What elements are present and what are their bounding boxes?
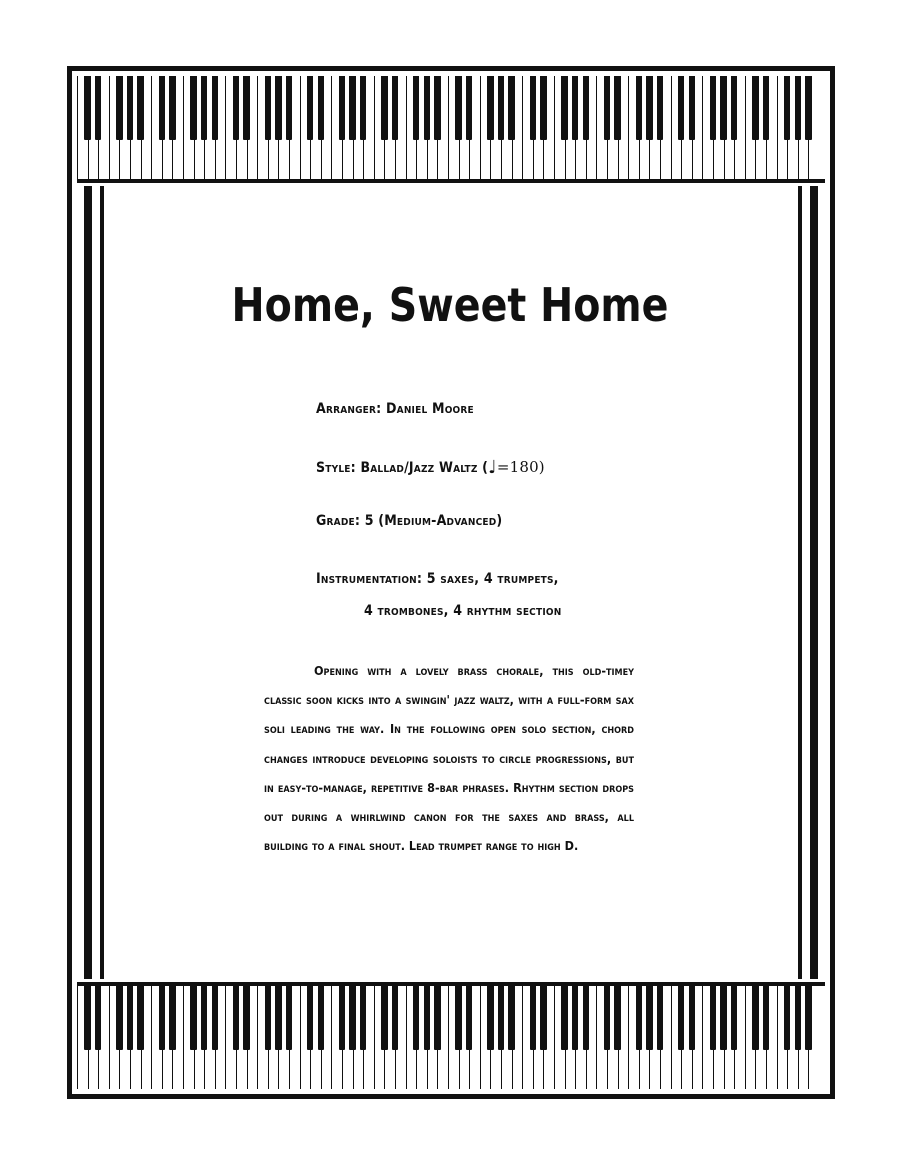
style-line [316,457,545,478]
arranger-value: Daniel Moore [386,401,474,417]
page-title: Home, Sweet Home [231,278,669,332]
instrumentation-line2: 4 trombones, 4 rhythm section [364,603,562,619]
instrumentation-label: Instrumentation: [316,571,423,587]
style-value: Ballad/Jazz Waltz ( [360,460,489,476]
grade-line [316,513,502,529]
instrumentation-line [316,571,559,587]
instrumentation-line1: 5 saxes, 4 trumpets, [426,571,559,587]
style-tempo: =180) [496,458,545,476]
instrumentation-continuation [364,603,561,619]
quarter-note-icon: ♩ [488,457,497,478]
grade-value: 5 (Medium-Advanced) [364,513,503,529]
arranger-label: Arranger: [316,401,382,417]
description-paragraph: Opening with a lovely brass chorale, this old-timey classic soon kicks into a swingin' jazz waltz, with a full-form sax soli leading the way. In the following open solo section, chord changes introduce developing soloists to circle progressions, but in easy-to-manage, repetitive 8-bar phrases. Rhythm section drops out during a whirlwind canon for the saxes and brass, all building to a final shout. Lead trumpet range to high D. [264,663,634,854]
arranger-line [316,401,474,417]
style-label: Style: [316,460,356,476]
grade-label: Grade: [316,513,361,529]
